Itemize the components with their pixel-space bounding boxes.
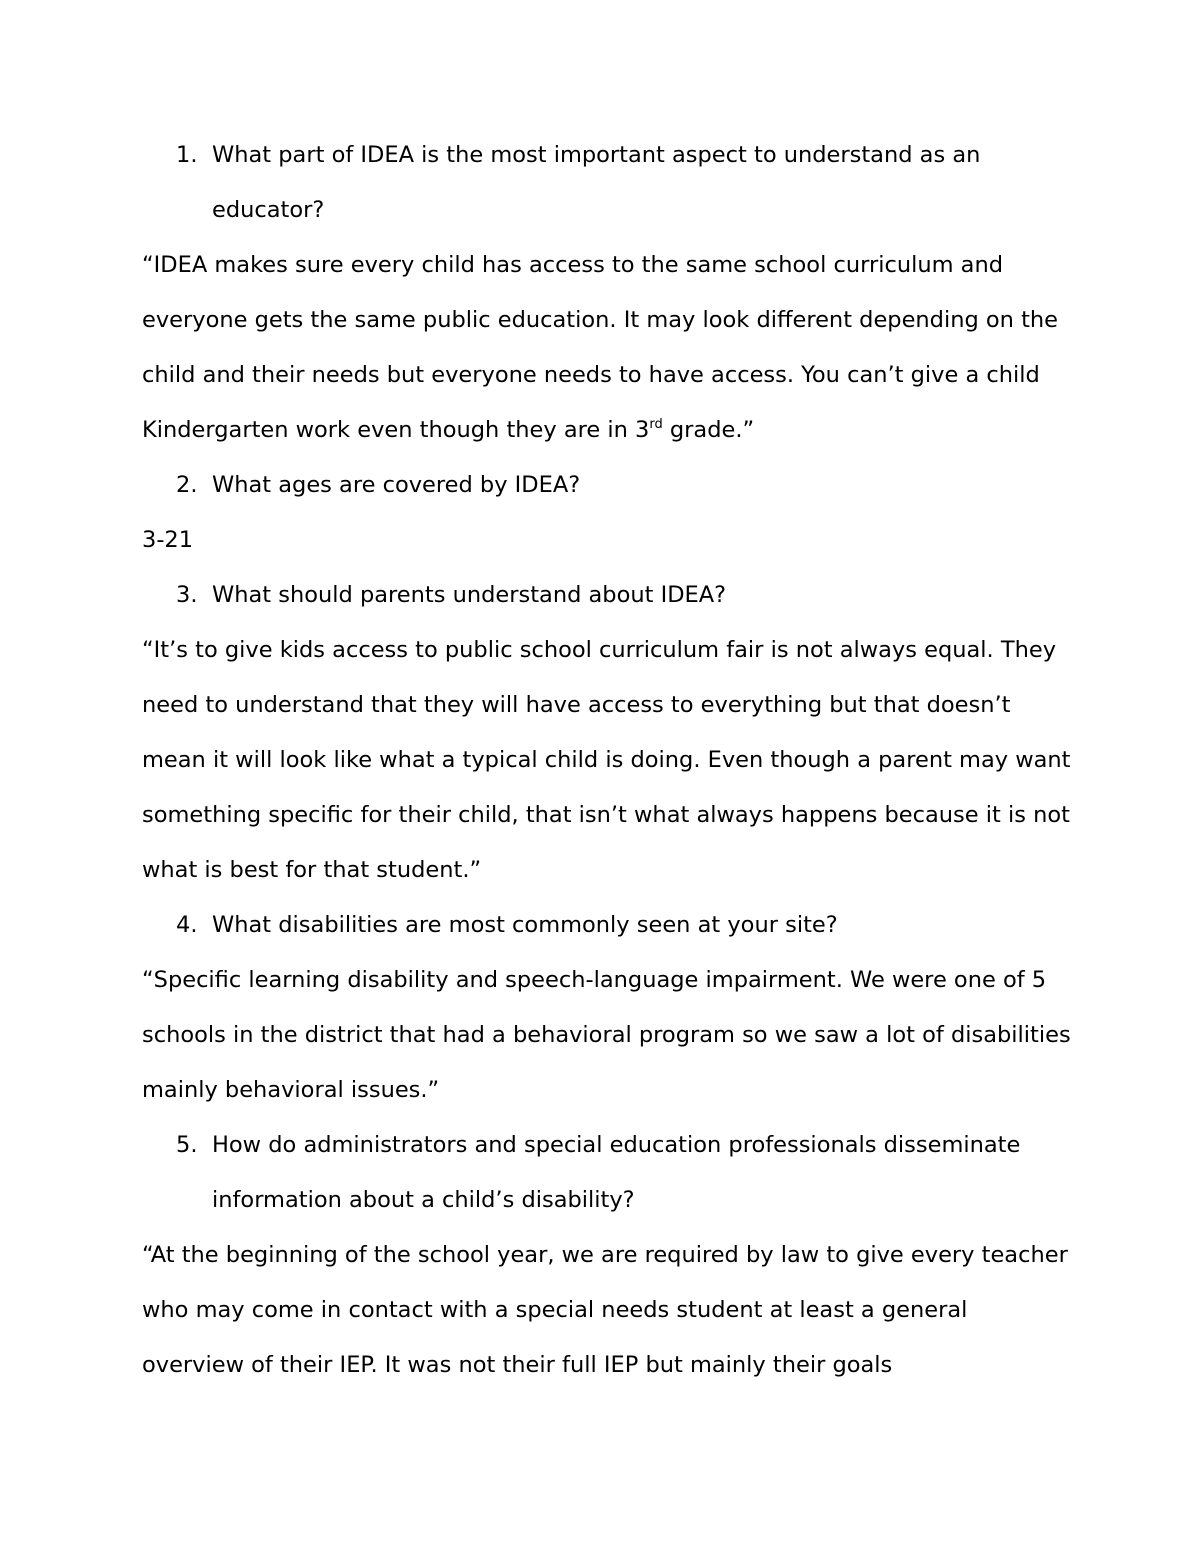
answer-text-end: grade.” — [662, 417, 755, 443]
question-text: What disabilities are most commonly seen at your site? — [212, 912, 838, 938]
answer-5: “At the beginning of the school year, we are required by law to give every teacher who may come in contact with a special needs student at least a general overview of their IEP. It was not their full IEP but mainly their goals — [142, 1242, 1068, 1378]
question-2 — [142, 458, 1072, 513]
question-number: 3. — [176, 582, 198, 608]
ordinal-suffix: rd — [649, 417, 663, 432]
question-3 — [142, 568, 1072, 623]
question-number: 1. — [176, 142, 198, 168]
question-number: 2. — [176, 472, 198, 498]
answer-4: “Specific learning disability and speech-language impairment. We were one of 5 schools in the district that had a behavioral program so we saw a lot of disabilities mainly behavioral issues.” — [142, 967, 1071, 1103]
question-text: What should parents understand about IDEA? — [212, 582, 727, 608]
question-4 — [142, 898, 1072, 953]
question-text: How do administrators and special education professionals disseminate information about a child’s disability? — [212, 1132, 1021, 1213]
question-1 — [142, 128, 1072, 238]
question-text: What part of IDEA is the most important aspect to understand as an educator? — [212, 142, 981, 223]
question-number: 4. — [176, 912, 198, 938]
question-5 — [142, 1118, 1072, 1228]
question-text: What ages are covered by IDEA? — [212, 472, 581, 498]
answer-text: “IDEA makes sure every child has access to the same school curriculum and everyone gets the same public education. It may look different depending on the child and their needs but everyone needs to have access. You can’t give a child Kindergarten work even though they are in 3 — [142, 252, 1059, 443]
answer-3: “It’s to give kids access to public school curriculum fair is not always equal. They need to understand that they will have access to everything but that doesn’t mean it will look like what a typical child is doing. Even though a parent may want something specific for their child, that isn’t what always happens because it is not what is best for that student.” — [142, 637, 1071, 883]
document-body — [142, 128, 1072, 1393]
question-number: 5. — [176, 1132, 198, 1158]
answer-1 — [142, 238, 1072, 458]
answer-2: 3-21 — [142, 527, 194, 553]
